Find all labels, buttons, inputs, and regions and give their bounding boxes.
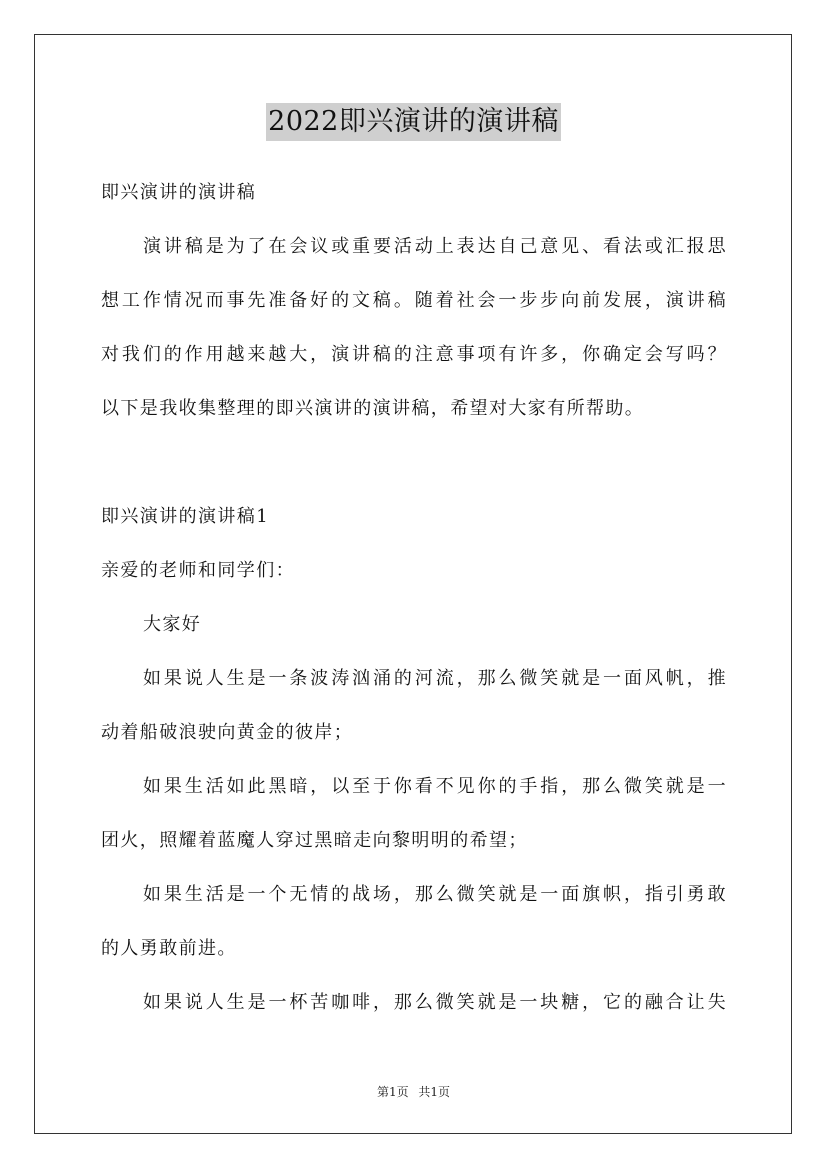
greeting: 大家好 [143,614,202,635]
paragraph-line: 如果生活是一个无情的战场，那么微笑就是一面旗帜，指引勇敢 [143,884,727,905]
paragraph-line: 想工作情况而事先准备好的文稿。随着社会一步步向前发展，演讲稿 [101,290,727,311]
paragraph-line: 对我们的作用越来越大，演讲稿的注意事项有许多，你确定会写吗？ [101,344,727,365]
page-footer [0,1083,827,1100]
document-title: 2022即兴演讲的演讲稿 [266,103,561,141]
blank-line [101,442,727,496]
document-body [101,172,727,1036]
paragraph-line: 如果说人生是一条波涛汹涌的河流，那么微笑就是一面风帆，推 [143,668,727,689]
paragraph-line: 团火，照耀着蓝魔人穿过黑暗走向黎明明的希望； [101,830,528,851]
salutation: 亲爱的老师和同学们： [101,560,295,581]
paragraph-line: 动着船破浪驶向黄金的彼岸； [101,722,354,743]
paragraph-line: 以下是我收集整理的即兴演讲的演讲稿，希望对大家有所帮助。 [101,398,645,419]
paragraph-line: 的人勇敢前进。 [101,938,237,959]
paragraph-line: 演讲稿是为了在会议或重要活动上表达自己意见、看法或汇报思 [143,236,727,257]
page-number: 第1页 [376,1085,409,1099]
paragraph-line: 如果说人生是一杯苦咖啡，那么微笑就是一块糖，它的融合让失 [143,992,727,1013]
section-heading: 即兴演讲的演讲稿1 [101,506,270,527]
page-total: 共1页 [418,1085,451,1099]
title-container [0,103,827,141]
paragraph-line: 如果生活如此黑暗，以至于你看不见你的手指，那么微笑就是一 [143,776,727,797]
subtitle-line: 即兴演讲的演讲稿 [101,182,257,203]
